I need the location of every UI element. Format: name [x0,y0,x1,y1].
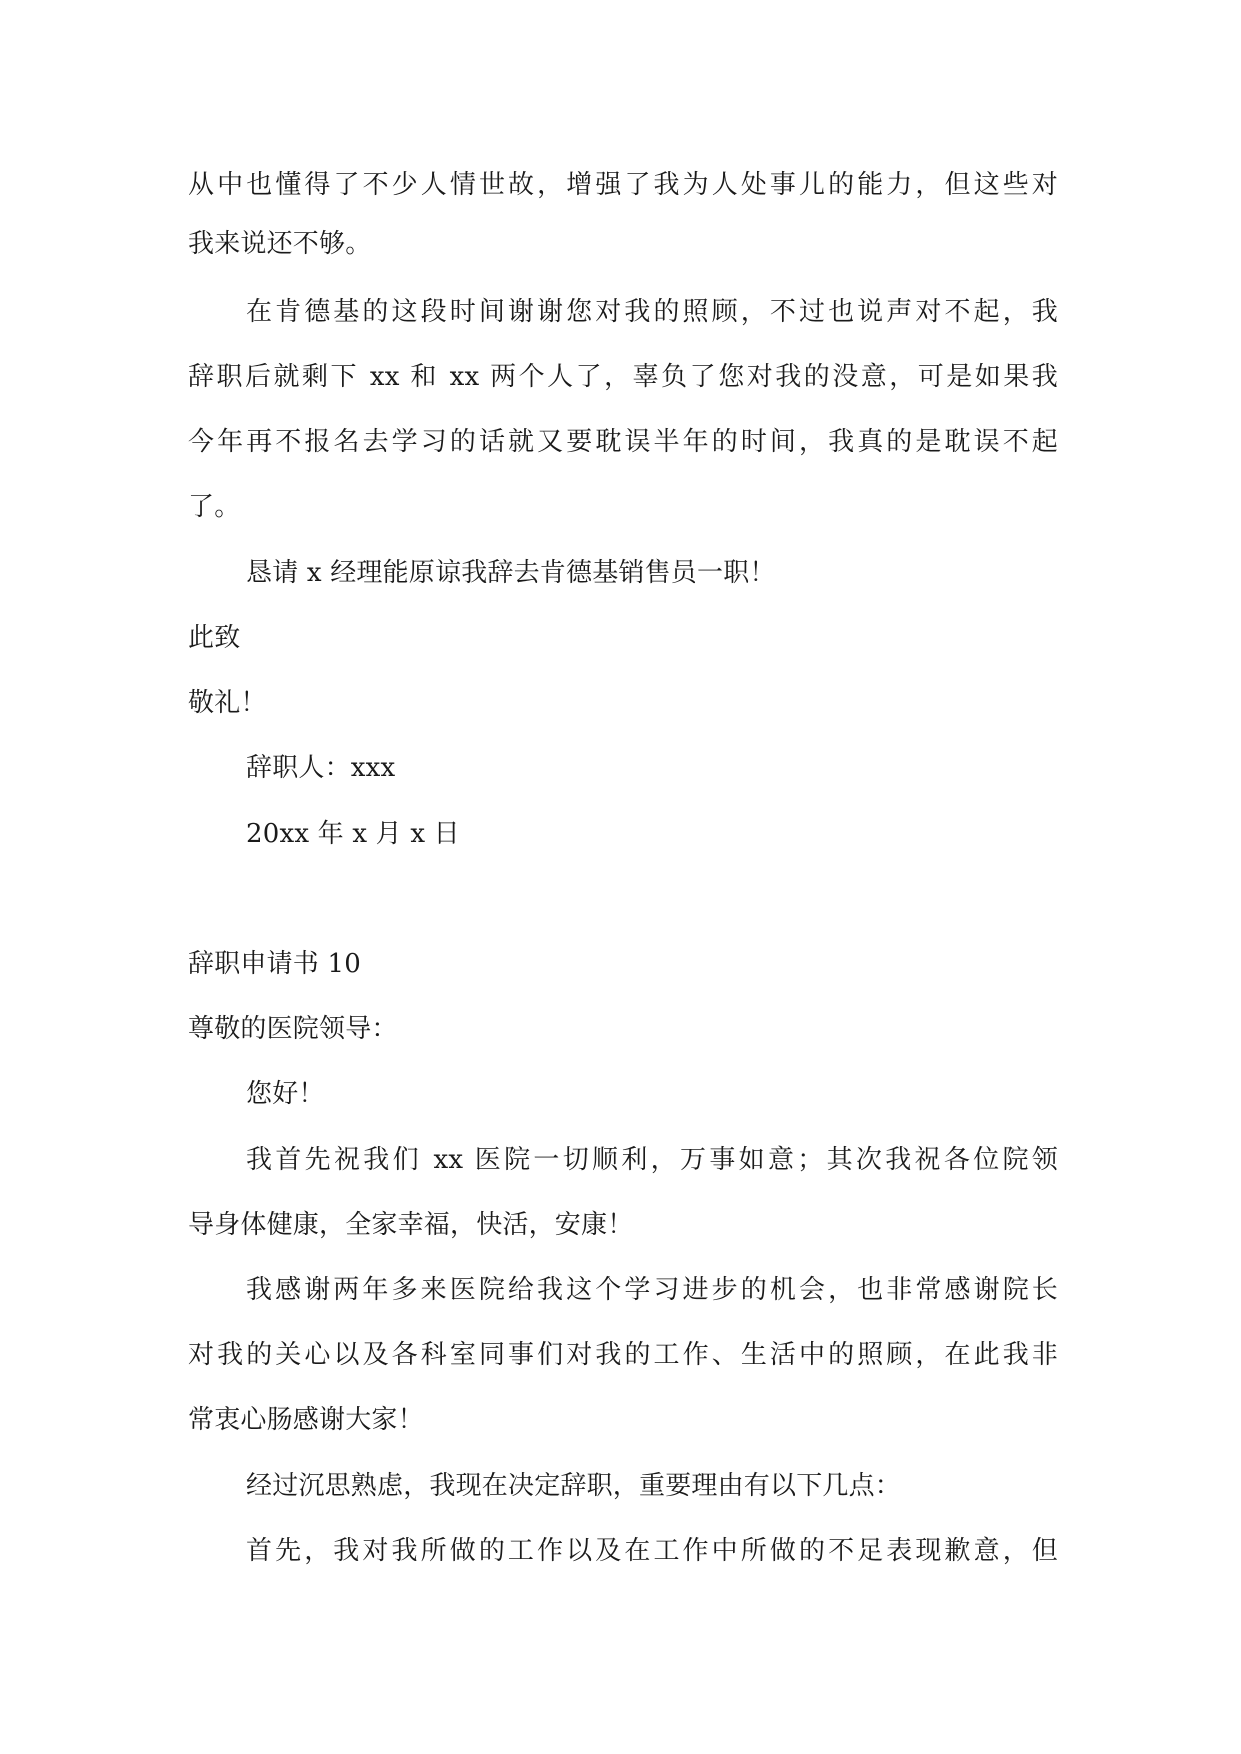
date-line: 20xx 年 x 月 x 日 [246,819,460,849]
greeting: 您好！ [246,1079,325,1109]
paragraph-line: 我来说还不够。 [188,229,372,259]
paragraph-line: 我首先祝我们 xx 医院一切顺利，万事如意；其次我祝各位院领 [246,1145,1058,1175]
paragraph-line: 从中也懂得了不少人情世故，增强了我为人处事儿的能力，但这些对 [188,170,1058,200]
closing-line: 此致 [188,623,241,653]
paragraph-line: 常衷心肠感谢大家！ [188,1405,424,1435]
paragraph-line: 今年再不报名去学习的话就又要耽误半年的时间，我真的是耽误不起 [188,427,1058,457]
paragraph-line: 了。 [188,492,241,522]
paragraph-line: 在肯德基的这段时间谢谢您对我的照顾，不过也说声对不起，我 [246,297,1058,327]
salutation: 尊敬的医院领导： [188,1014,398,1044]
paragraph-line: 经过沉思熟虑，我现在决定辞职，重要理由有以下几点： [246,1471,902,1501]
paragraph-line: 辞职后就剩下 xx 和 xx 两个人了，辜负了您对我的没意，可是如果我 [188,362,1058,392]
paragraph-line: 我感谢两年多来医院给我这个学习进步的机会，也非常感谢院长 [246,1275,1058,1305]
closing-line: 敬礼！ [188,688,267,718]
signature-line: 辞职人：xxx [246,753,396,783]
paragraph-line: 对我的关心以及各科室同事们对我的工作、生活中的照顾，在此我非 [188,1340,1058,1370]
paragraph-line: 恳请 x 经理能原谅我辞去肯德基销售员一职！ [246,558,776,588]
paragraph-line: 首先，我对我所做的工作以及在工作中所做的不足表现歉意，但 [246,1536,1058,1566]
paragraph-line: 导身体健康，全家幸福，快活，安康！ [188,1210,634,1240]
section-title: 辞职申请书 10 [188,949,361,979]
